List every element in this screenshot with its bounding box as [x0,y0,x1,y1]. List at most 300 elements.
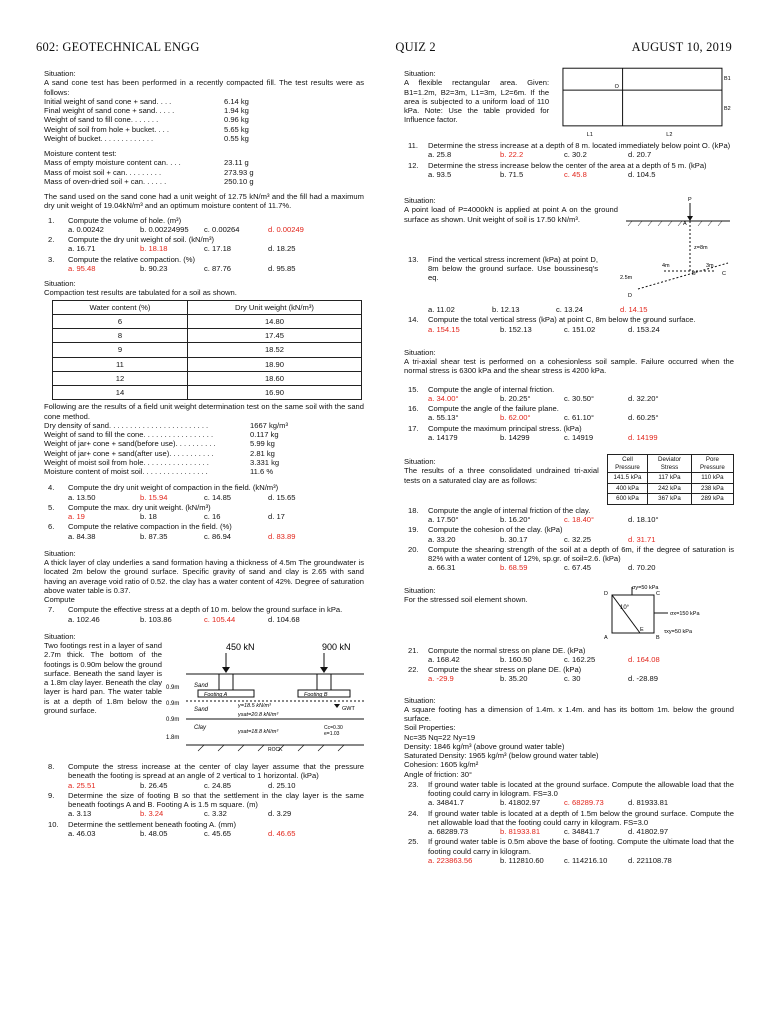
question-13 [404,255,618,283]
data-value: 2.81 kg [250,448,275,458]
question-text: Compute the angle of internal friction. [428,384,555,394]
choice-c: c. 32.25 [564,534,592,544]
table-cell: 8 [53,329,188,343]
choice-c: c. 114216.10 [564,855,608,865]
question-number: 18. [408,505,419,515]
situation-text: A sand cone test has been performed in a recently compacted fill. The test results were as follows: [44,78,364,97]
choice-d: d. 18.10° [628,515,659,525]
choice-c: c. 87.76 [204,263,232,273]
situation-text: The results of a three consolidated undrained tri-axial tests on a saturated clay are as follows: [404,466,599,485]
choice-a: a. 55.13° [428,413,459,423]
table-row [607,483,733,494]
sand-label: Sand [194,707,209,713]
question [44,522,364,541]
choice-d: d. 32.20° [628,393,659,403]
question [404,315,734,334]
data-row [44,134,364,143]
moisture-data [44,158,364,186]
table-row [53,371,362,385]
angle-label: 10° [620,604,630,611]
table-row [53,343,362,357]
data-key: Weight of sand to fill the cone. . . . . . . . . . . . . . . . . [44,430,214,439]
choice-c: c. 67.45 [564,563,592,573]
table-row [53,314,362,328]
situation-text: A tri-axial shear test is performed on a cohesionless soil sample. Failure occurred when the normal stress is 6300 kPa and the shear stress is 4200 kPa. [404,357,734,376]
point-o-label: O [614,84,619,91]
question-number: 21. [408,645,419,655]
question [404,141,734,160]
table-cell: 9 [53,343,188,357]
data-key: Moisture content of moist soil. . . . . . . . . . . . . . . . [44,467,208,476]
choices [404,150,734,159]
question-line [44,605,364,614]
choice-a: a. 17.50° [428,515,459,525]
b-label: B [656,634,660,641]
choice-c: c. 86.94 [204,531,232,541]
sand-label: Sand [194,683,209,689]
sigma-x-label: σx=150 kPa [670,610,700,617]
choice-c: c. 105.44 [204,614,236,624]
situation-title: Situation: [404,585,436,595]
question-text: If ground water table is located at the ground surface. Compute the allowable load that the footing could carry in kilogram. FS=3.0 [428,779,734,799]
load-b-label: 900 kN [322,642,351,652]
plane-de [612,595,640,633]
data-key: Weight of jar+ cone + sand(after use). . . . . . . . . . . [44,448,214,458]
choice-a: a. 3.13 [68,809,92,819]
question-number: 25. [408,837,419,847]
table-cell: 18.60 [187,371,361,385]
choices [404,325,734,334]
question-text: Compute the dry unit weight of compaction in the field. (kN/m³) [68,483,279,493]
question-group [44,762,364,838]
choice-c: c. 0.00264 [204,224,240,234]
choice-d: d. 20.7 [628,150,652,160]
sand-cone-data [44,97,364,143]
table-cell: 367 kPa [648,494,692,505]
choice-d: d. 18.25 [268,244,296,254]
choice-c: c. 14.85 [204,492,232,502]
data-row [44,421,364,430]
question-line [44,235,364,244]
choice-b: b. 103.86 [140,614,172,624]
question [404,780,734,808]
question-line [404,161,734,170]
question [404,506,734,525]
data-row [44,158,364,167]
data-value: 273.93 g [224,167,254,177]
table-cell: 18.90 [187,357,361,371]
choice-a: a. 95.48 [68,263,96,273]
choice-b: b. 90.23 [140,263,168,273]
choice-b: b. 12.13 [492,305,520,314]
question-number: 15. [408,384,419,394]
data-value: 0.55 kg [224,133,249,143]
question-number: 14. [408,315,419,325]
b-label: B [692,271,696,277]
question-line [404,315,734,324]
data-row [44,97,364,106]
footing-a-label: Footing A [204,692,228,698]
choice-d: d. 221108.78 [628,855,672,865]
question-group [44,216,364,274]
question-text: Compute the volume of hole. (m³) [68,215,182,225]
choice-b: b. 87.35 [140,531,168,541]
situation-text: A square footing has a dimension of 1.4m. x 1.4m. and has its bottom 1m. below the ground surface. [404,704,734,724]
choice-b: b. 160.50 [500,654,532,664]
question-number: 17. [408,423,419,433]
choices [404,515,734,524]
question-number: 24. [408,808,419,818]
question-line [404,141,734,150]
choices [404,535,734,544]
question-text: If ground water table is located at a depth of 1.5m below the ground surface. Compute the net allowable load that the footing could carry in kilogram. FS=3.0 [428,808,734,827]
question [44,791,364,819]
property-line: Angle of friction: 30° [404,769,473,779]
choice-c: c. 68289.73 [564,798,604,808]
table-cell: 11 [53,357,188,371]
question-line [404,646,734,655]
choices [44,264,364,273]
choice-a: a. 11.02 [428,305,455,314]
situation-compaction [44,279,364,541]
moisture-title: Moisture content test: [44,149,117,158]
question-text: Compute the maximum principal stress. (kPa) [428,423,582,433]
choice-b: b. 16.20° [500,515,531,525]
situation-title: Situation: [404,196,436,205]
choice-c: c. 3.32 [204,809,227,819]
choice-c: c. 30.2 [564,150,587,160]
choice-d: d. 14.15 [620,305,648,314]
situation-title: Situation: [404,457,436,466]
choice-d: d. 104.5 [628,169,656,179]
data-key: Dry density of sand. . . . . . . . . . . . . . . . . . . . . . . . [44,420,209,430]
table-row [607,494,733,505]
choice-d: d. 46.65 [268,828,296,838]
question [44,820,364,839]
e-label: E [640,626,644,633]
choice-b: b. 14299 [500,432,530,442]
choice-c: c. 17.18 [204,244,232,254]
sigma-y-label: σy=50 kPa [632,584,659,591]
compaction-table [52,300,362,401]
question [404,837,734,865]
question-text: Determine the stress increase at a depth of 8 m. located immediately below point O. (kPa) [428,141,731,150]
data-value: 3.331 kg [250,457,280,467]
situation-square-footing [404,696,734,866]
choices [404,856,734,865]
question [404,424,734,443]
choice-d: d. 70.20 [628,563,656,573]
situation-note: The sand used on the sand cone had a unit weight of 12.75 kN/m³ and the fill had a maximum dry unit weight of 19.04kN/m³ and an optimum moisture content of 11.7%. [44,192,364,211]
question-text: If ground water table is 0.5m above the base of footing. Compute the ultimate load that the footing could carry in kilogram. [428,837,734,856]
question-line [44,820,364,829]
question-number: 1. [48,215,55,225]
question [404,665,734,684]
question-number: 13. [408,254,419,264]
situation-title: Situation: [44,631,76,641]
dist-label: 4m [662,263,670,269]
question-line [44,255,364,264]
situation-title: Situation: [44,69,76,78]
question-line [404,780,734,799]
question [404,525,734,544]
plan-line [638,263,728,289]
property-line: Soil Properties: [404,723,456,733]
choice-b: b. 48.05 [140,828,168,838]
question-number: 20. [408,544,419,554]
a-label: A [604,634,608,641]
situation-text: Two footings rest in a layer of sand 2.7m thick. The bottom of the footings is 0.90m below the ground surface. Beneath the sand layer is a 1.8m clay layer. Beneath the clay layer is hard pan. The water table is at a depth of 1.8m below the ground surface. [44,641,162,715]
choices [404,798,734,807]
table-header: Pore Pressure [691,455,733,473]
choice-d: d. 31.71 [628,534,656,544]
choice-a: a. 25.51 [68,780,96,790]
data-value: 5.99 kg [250,439,275,449]
question-text: Compute the relative compaction. (%) [68,254,196,264]
choice-a: a. 68289.73 [428,827,469,837]
load-a-arrowhead [222,667,230,673]
unit-weight-label: γsat=18.8 kN/m³ [238,729,279,735]
data-value: 250.10 g [224,176,254,186]
data-value: 23.11 g [224,158,249,168]
choice-c: c. 162.25 [564,654,596,664]
choice-d: d. 104.68 [268,614,300,624]
choices [404,413,734,422]
question-line [44,483,364,492]
choice-d: d. 153.24 [628,324,660,334]
data-key: Mass of moist soil + can. . . . . . . . . [44,167,162,177]
depth-label: 0.9m [166,717,180,723]
data-value: 1.94 kg [224,106,249,115]
data-value: 0.96 kg [224,115,249,125]
question [44,483,364,502]
question-line [404,525,734,534]
table-cell: 600 kPa [607,494,647,505]
dist-label: 2.5m [620,275,633,281]
choice-d: d. 164.08 [628,654,660,664]
choice-b: b. 35.20 [500,674,528,684]
question-text: Compute the angle of internal friction of the clay. [428,505,591,515]
choices [44,809,364,818]
choice-a: a. 25.8 [428,150,452,160]
property-line: Nc=35 Nq=22 Ny=19 [404,732,476,742]
data-key: Mass of oven-dried soil + can. . . . . . [44,176,167,186]
data-row [44,449,364,458]
d-label: D [604,590,608,597]
stress-element-diagram [590,583,730,645]
data-key: Final weight of sand cone + sand. . . . . [44,106,175,115]
choice-a: a. -29.9 [428,674,454,684]
question-group [404,506,734,573]
question [44,216,364,235]
load-arrowhead [687,216,693,221]
choice-a: a. 66.31 [428,563,456,573]
table-cell: 238 kPa [691,483,733,494]
question [404,385,734,404]
data-value: 0.117 kg [250,430,279,439]
question-line [404,404,734,413]
table-cell: 14 [53,386,188,400]
question-text: Determine the size of footing B so that the settlement in the clay layer is the same beneath footings A and B. Footing A is 1.5 m square. (m) [68,790,364,809]
choices [44,615,364,624]
question [44,503,364,522]
question-number: 19. [408,525,419,535]
question [44,235,364,254]
choice-b: b. 15.94 [140,492,168,502]
question-line [44,791,364,810]
situation-effective-stress [44,549,364,624]
gwt-label: GWT [342,706,355,712]
choice-a: a. 154.15 [428,324,460,334]
table-row [53,329,362,343]
choice-d: d. 41802.97 [628,827,669,837]
question-number: 12. [408,160,419,170]
unit-weight-label: γsat=20.8 kN/m³ [238,712,279,718]
choice-c: c. 61.10° [564,413,595,423]
question-number: 10. [48,819,59,829]
question-number: 8. [48,762,55,771]
c-label: C [722,271,726,277]
choice-b: b. 22.2 [500,150,524,160]
property-line: Saturated Density: 1965 kg/m³ (below ground water table) [404,751,599,761]
choice-a: a. 33.20 [428,534,456,544]
question-text: Compute the shear stress on plane DE. (kPa) [428,665,582,675]
choices [44,512,364,521]
footing-diagram [164,641,364,753]
question-line [44,216,364,225]
tau-xy-label: τxy=50 kPa [664,628,693,635]
situation-point-load [404,193,734,334]
situation-text: Compaction test results are tabulated for a soil as shown. [44,288,237,298]
question-text: Compute the relative compaction in the field. (%) [68,522,232,532]
choices [44,225,364,234]
question-text: Compute the max. dry unit weight. (kN/m³) [68,502,211,512]
choices [404,674,734,683]
table-cell: 14.80 [187,314,361,328]
situation-cu-triaxial [404,454,734,573]
question [44,762,364,790]
situation-title: Situation: [404,69,436,78]
question [44,605,364,624]
choice-a: a. 93.5 [428,169,452,179]
choice-d: d. 95.85 [268,263,296,273]
question-line [404,809,734,828]
column-a [219,674,233,690]
data-value: 6.14 kg [224,96,249,106]
choices [404,433,734,442]
data-value: 5.65 kg [224,124,249,134]
choices [404,170,734,179]
data-row [44,177,364,186]
choices [44,829,364,838]
depth-label: z=8m [694,245,708,251]
property-line: Density: 1846 kg/m³ (above ground water table) [404,741,565,751]
depth-label: 0.9m [166,701,180,707]
p-label: P [688,197,692,203]
property-line: Cohesion: 1605 kg/m² [404,760,479,770]
situation-triaxial [404,348,734,442]
question-group [404,646,734,684]
choice-a: a. 84.38 [68,531,96,541]
question [404,404,734,423]
question-group [44,605,364,624]
situation-text: For the stressed soil element shown. [404,594,528,604]
data-row [44,125,364,134]
question-line [44,522,364,531]
quiz-title: QUIZ 2 [395,40,436,54]
course-title: 602: GEOTECHNICAL ENGG [36,40,200,54]
table-header: Dry Unit weight (kN/m³) [187,300,361,314]
choice-a: a. 223863.56 [428,855,473,865]
choice-b: b. 3.24 [140,809,164,819]
question-group [404,315,734,334]
question-number: 6. [48,522,55,532]
choice-b: b. 18.18 [140,244,168,254]
question-number: 4. [48,483,55,493]
data-value: 11.6 % [250,467,274,476]
table-cell: 242 kPa [648,483,692,494]
choice-d: d. 60.25° [628,413,659,423]
page-header [36,40,732,55]
a-label: A [683,221,687,227]
void-ratio-label: e=1.03 [324,731,340,737]
gwt-marker [334,704,340,708]
compute-label: Compute [44,595,75,604]
c-label: C [656,590,660,597]
choice-c: c. 151.02 [564,324,596,334]
choices [44,532,364,541]
data-key: Initial weight of sand cone + sand. . . . [44,96,172,106]
triaxial-table [607,454,734,505]
choice-b: b. 0.00224995 [140,224,189,234]
element-square [612,595,654,633]
choice-a: a. 19 [68,512,85,521]
data-row [44,430,364,439]
question-text: Compute the normal stress on plane DE. (kPa) [428,645,586,655]
choices [404,827,734,836]
question-number: 9. [48,790,55,800]
choice-a: a. 34.00° [428,393,459,403]
question-text: Compute the shearing strength of the soil at a depth of 6m, if the degree of saturation is 82% with a water content of 12%, sp.gr. of soil=2.6. (kPa) [428,544,734,564]
table-row [607,473,733,484]
choice-b: b. 30.17 [500,534,528,544]
choices [44,244,364,253]
data-row [44,106,364,115]
situation-sand-cone [44,69,364,273]
question-text: Find the vertical stress increment (kPa) at point D, 8m below the ground surface. Use boussinesq's eq. [428,254,598,283]
question-text: Compute the dry unit weight of soil. (kN/m³) [68,235,215,244]
question-text: Compute the stress increase at the center of clay layer assume that the pressure beneath the footing is spread at an angle of 2 vertical to 1 horizontal. (kPa) [68,762,364,781]
question [404,646,734,665]
choice-b: b. 41802.97 [500,798,541,808]
choices [404,394,734,403]
situation-text: A point load of P=4000kN is applied at point A on the ground surface as shown. Unit weight of soil is 17.50 kN/m³. [404,205,618,224]
depth-label: 0.9m [166,685,180,691]
left-column [44,66,364,838]
choice-b: b. 62.00° [500,413,531,423]
question [404,161,734,180]
right-column [404,66,734,865]
situation-text: Following are the results of a field unit weight determination test on the same soil with the sand cone method. [44,402,364,421]
table-header: Deviator Stress [648,455,692,473]
question-number: 11. [408,141,418,150]
data-row [44,458,364,467]
choice-d: d. 25.10 [268,780,296,790]
situation-text: A thick layer of clay underlies a sand formation having a thickness of 4.5m The groundwater is located 2m below the ground surface. Specific gravity of sand and clay is 2.65 with sand having an average void ratio of 0.52. the clay has a water content of 42%. Degree of saturation above water table is 0.37. [44,558,364,595]
choice-a: a. 102.46 [68,614,100,624]
quiz-date: AUGUST 10, 2019 [631,40,732,54]
table-cell: 6 [53,314,188,328]
